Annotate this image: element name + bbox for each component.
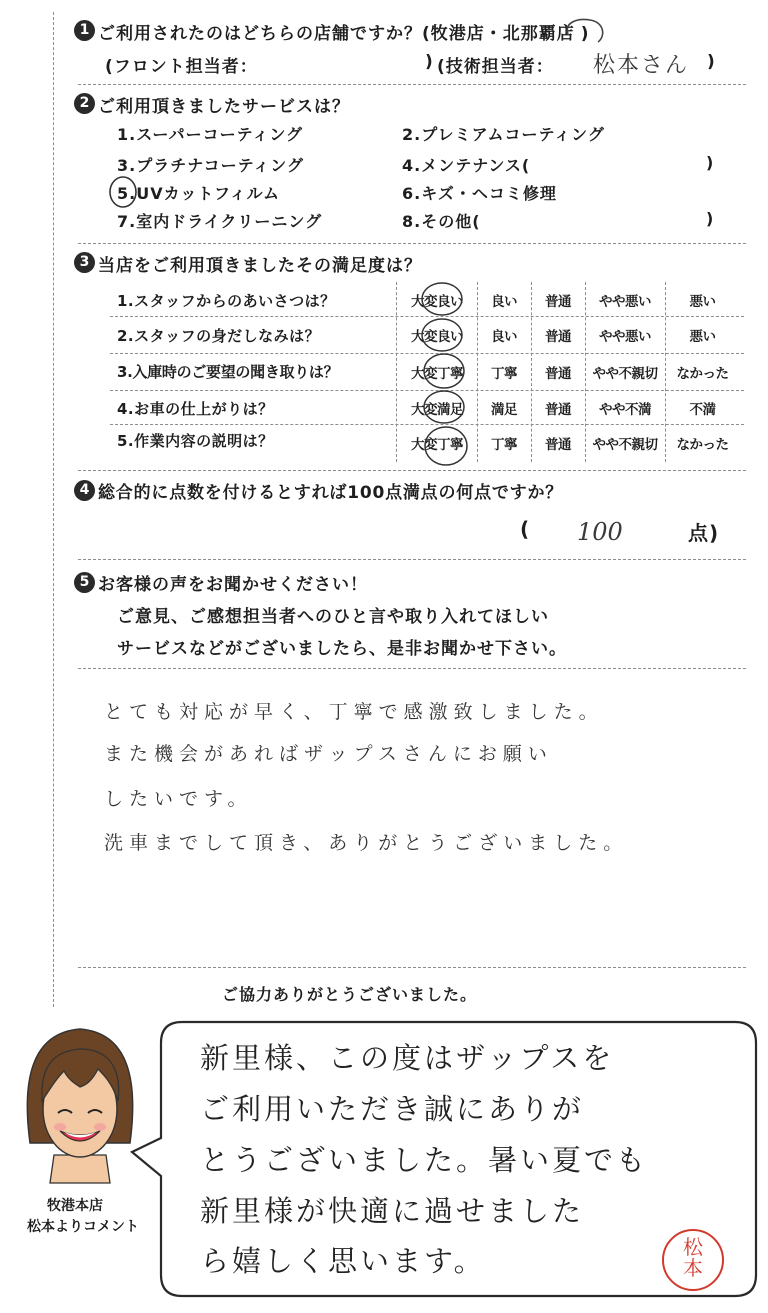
rating-5-poor[interactable]: なかった xyxy=(676,437,729,453)
reply-line-5: ら嬉しく思います。 xyxy=(200,1244,486,1278)
rating-1-fair[interactable]: やや悪い xyxy=(599,294,651,310)
hanko-stamp xyxy=(662,1229,724,1291)
score-unit: 点) xyxy=(688,521,720,545)
reply-line-1: 新里様、この度はザップスを xyxy=(200,1041,615,1075)
front-staff-label: (フロント担当者： xyxy=(105,57,258,77)
tech-staff-close: ) xyxy=(707,52,716,72)
question-2-number: 2 xyxy=(74,93,95,114)
rating-5-excellent[interactable]: 大変丁寧 xyxy=(411,437,463,453)
staff-caption-comment: 松本よりコメント xyxy=(27,1219,139,1235)
rating-4-excellent[interactable]: 大変満足 xyxy=(411,402,463,418)
service-option-3[interactable]: 3.プラチナコーティング xyxy=(117,156,304,175)
stamp-char-2: 本 xyxy=(683,1256,703,1280)
front-staff-close: ) xyxy=(425,52,434,72)
service-option-1[interactable]: 1.スーパーコーティング xyxy=(117,125,304,144)
comment-line-1: とても対応が早く、丁寧で感激致しました。 xyxy=(104,701,604,723)
satisfaction-question-1: 1.スタッフからのあいさつは？ xyxy=(117,292,336,310)
question-4-number: 4 xyxy=(74,480,95,501)
rating-2-normal[interactable]: 普通 xyxy=(545,329,571,345)
satisfaction-question-4: 4.お車の仕上がりは？ xyxy=(117,400,274,418)
rating-4-fair[interactable]: やや不満 xyxy=(599,402,651,418)
service-option-4-close: ) xyxy=(706,153,715,172)
rating-3-fair[interactable]: やや不親切 xyxy=(592,366,658,382)
staff-caption-store: 牧港本店 xyxy=(47,1198,103,1214)
question-2-text: ご利用頂きましたサービスは？ xyxy=(98,97,350,117)
tech-staff-label: (技術担当者： xyxy=(437,57,554,77)
question-1-close: ) xyxy=(580,24,590,44)
store-option-makiminato[interactable]: 牧港店 xyxy=(430,24,485,44)
comment-line-3: したいです。 xyxy=(104,788,253,810)
rating-5-normal[interactable]: 普通 xyxy=(545,437,571,453)
question-5-text: お客様の声をお聞かせください！ xyxy=(98,575,368,595)
reply-line-2: ご利用いただき誠にありが xyxy=(200,1092,585,1126)
satisfaction-question-3: 3.入庫時のご要望の聞き取りは？ xyxy=(117,363,339,381)
reply-line-3: とうございました。暑い夏でも xyxy=(200,1143,649,1177)
stamp-char-1: 松 xyxy=(683,1235,703,1259)
comment-line-4: 洗車までして頂き、ありがとうございました。 xyxy=(104,832,629,854)
service-option-4[interactable]: 4.メンテナンス( xyxy=(402,156,531,175)
rating-2-fair[interactable]: やや悪い xyxy=(599,329,651,345)
question-1-label: ご利用されたのはどちらの店舗ですか？( xyxy=(98,24,431,44)
question-5-subtext-2: サービスなどがございましたら、是非お聞かせ下さい。 xyxy=(117,639,567,659)
rating-3-normal[interactable]: 普通 xyxy=(545,366,571,382)
question-3-number: 3 xyxy=(74,252,95,273)
satisfaction-question-5: 5.作業内容の説明は？ xyxy=(117,432,274,450)
service-option-7[interactable]: 7.室内ドライクリーニング xyxy=(117,212,323,231)
rating-2-excellent[interactable]: 大変良い xyxy=(411,329,463,345)
rating-1-excellent[interactable]: 大変良い xyxy=(411,294,463,310)
store-option-kitanaha[interactable]: 北那覇店 xyxy=(502,24,575,44)
comment-line-2: また機会があればザップスさんにお願い xyxy=(104,743,553,765)
service-option-8-close: ) xyxy=(706,209,715,228)
tech-staff-value: 松本さん xyxy=(593,53,690,78)
rating-2-good[interactable]: 良い xyxy=(491,329,517,345)
rating-3-good[interactable]: 丁寧 xyxy=(491,366,517,382)
rating-3-excellent[interactable]: 大変丁寧 xyxy=(411,366,463,382)
reply-line-4: 新里様が快適に過せました xyxy=(200,1194,585,1228)
thanks-message: ご協力ありがとうございました。 xyxy=(222,985,478,1004)
score-value: 100 xyxy=(577,518,623,546)
rating-4-good[interactable]: 満足 xyxy=(491,402,517,418)
rating-5-fair[interactable]: やや不親切 xyxy=(592,437,658,453)
service-option-5[interactable]: 5.UVカットフィルム xyxy=(117,184,281,203)
question-5-subtext-1: ご意見、ご感想担当者へのひと言や取り入れてほしい xyxy=(117,607,549,627)
service-option-8[interactable]: 8.その他( xyxy=(402,212,481,231)
rating-3-poor[interactable]: なかった xyxy=(676,366,729,382)
question-1-number: 1 xyxy=(74,20,95,41)
question-3-text: 当店をご利用頂きましたその満足度は？ xyxy=(98,256,422,276)
rating-4-poor[interactable]: 不満 xyxy=(689,402,716,418)
score-open: ( xyxy=(520,517,531,541)
rating-1-good[interactable]: 良い xyxy=(491,294,517,310)
rating-4-normal[interactable]: 普通 xyxy=(545,402,571,418)
service-option-2[interactable]: 2.プレミアムコーティング xyxy=(402,125,605,144)
store-separator: ・ xyxy=(484,24,503,44)
question-4-text: 総合的に点数を付けるとすれば100点満点の何点ですか？ xyxy=(98,483,564,503)
rating-2-poor[interactable]: 悪い xyxy=(689,329,716,345)
satisfaction-question-2: 2.スタッフの身だしなみは？ xyxy=(117,327,321,345)
service-option-6[interactable]: 6.キズ・ヘコミ修理 xyxy=(402,184,557,203)
question-5-number: 5 xyxy=(74,572,95,593)
rating-1-poor[interactable]: 悪い xyxy=(689,294,716,310)
rating-5-good[interactable]: 丁寧 xyxy=(491,437,517,453)
rating-1-normal[interactable]: 普通 xyxy=(545,294,571,310)
